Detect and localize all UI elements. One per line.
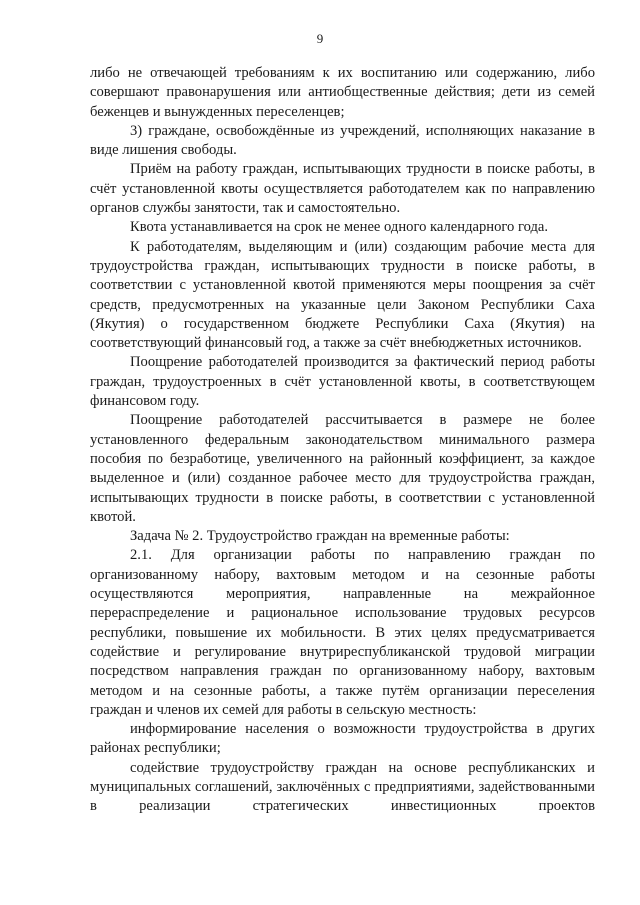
paragraph-2-1: 2.1. Для организации работы по направлению граждан по организованному набору, вахтовым методом и на сезонные работы осуществляются мероприятия, направленные на межрайонное перераспределение и рациональное использование трудовых ресурсов республики, повышение их мобильности. В этих целях предусматривается содействие и регулирование внутриреспубликанской трудовой миграции посредством направления граждан по организованному набору, вахтовым методом и на сезонные работы, а также путём организации переселения граждан и членов их семей для работы в сельскую местность: xyxy=(90,547,595,718)
paragraph-item-3: 3) граждане, освобождённые из учреждений, исполняющих наказание в виде лишения свободы. xyxy=(90,122,595,159)
paragraph-hiring-quota: Приём на работу граждан, испытывающих трудности в поиске работы, в счёт установленной квоты осуществляется работодателем как по направлению органов службы занятости, так и самостоятельно. xyxy=(90,161,595,217)
list-item-assistance: содействие трудоустройству граждан на основе республиканских и муниципальных соглашений, заключённых с предприятиями, задействованными в реализации стратегических инвестиционных проектов xyxy=(90,759,595,815)
document-body xyxy=(90,64,595,817)
list-item-informing: информирование населения о возможности трудоустройства в других районах республики; xyxy=(90,721,595,757)
page-number: 9 xyxy=(316,31,324,46)
paragraph-incentive-amount: Поощрение работодателей рассчитывается в размере не более установленного федеральным законодательством минимального размера пособия по безработице, увеличенного на районный коэффициент, за каждое выделенное и (или) созданное рабочее место для трудоустройства граждан, испытывающих трудности в поиске работы, в соответствии с установленной квотой. xyxy=(90,412,595,525)
paragraph-continuation: либо не отвечающей требованиям к их воспитанию или содержанию, либо совершают правонарушения или антиобщественные действия; дети из семей беженцев и вынужденных переселенцев; xyxy=(90,65,595,120)
paragraph-quota-term: Квота устанавливается на срок не менее одного календарного года. xyxy=(130,219,548,236)
task-2-heading: Задача № 2. Трудоустройство граждан на временные работы: xyxy=(130,528,510,545)
paragraph-incentive-period: Поощрение работодателей производится за фактический период работы граждан, трудоустроенных в счёт установленной квоты, в соответствующем финансовом году. xyxy=(90,354,595,410)
paragraph-employer-incentives: К работодателям, выделяющим и (или) создающим рабочие места для трудоустройства граждан, испытывающих трудности в поиске работы, в соответствии с установленной квотой применяются меры поощрения за счёт средств, предусмотренных на указанные цели Законом Республики Саха (Якутия) о государственном бюджете Республики Саха (Якутия) на соответствующий финансовый год, а также за счёт внебюджетных источников. xyxy=(90,238,595,352)
